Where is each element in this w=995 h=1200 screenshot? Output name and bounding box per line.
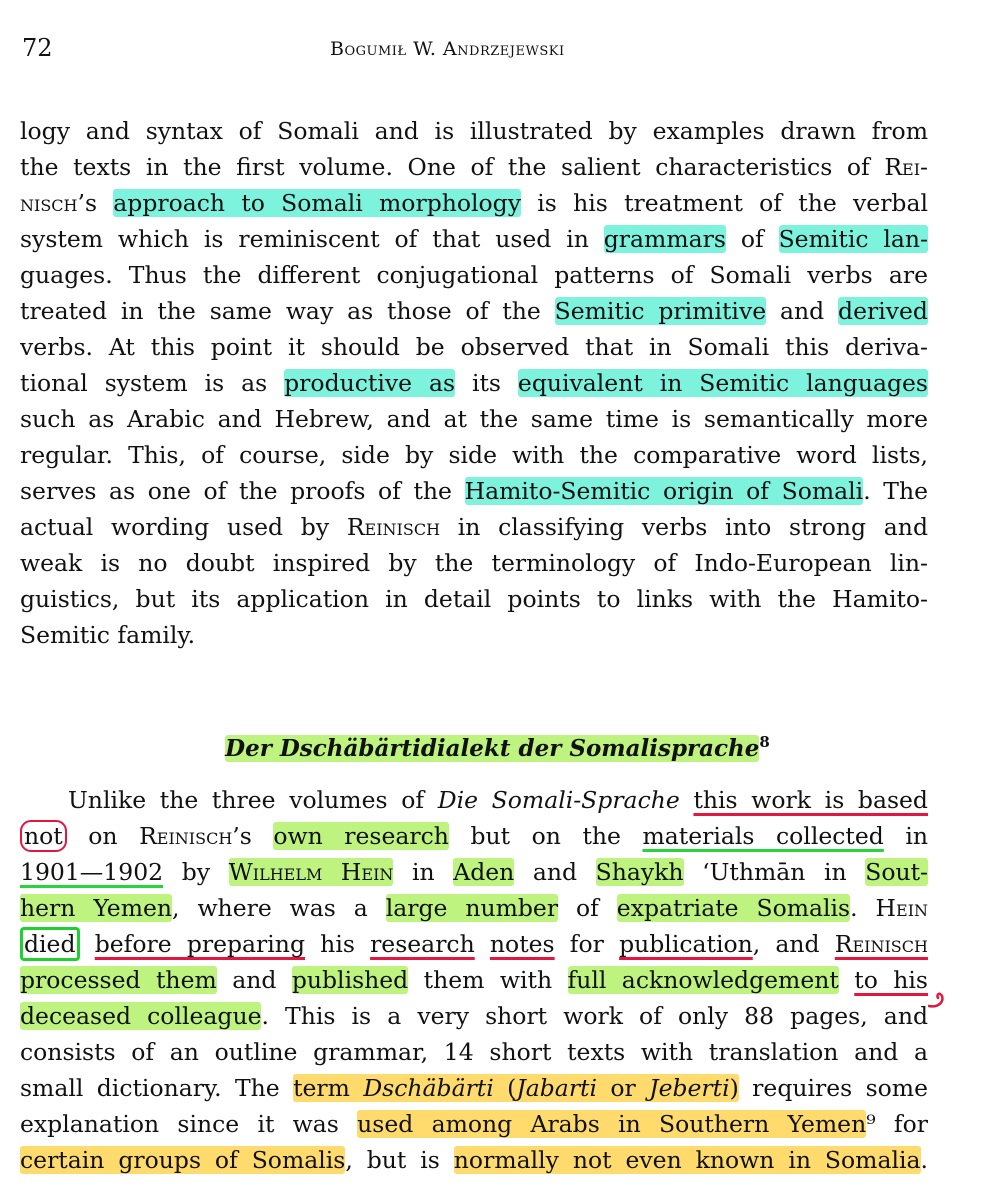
paragraph-2-line: 1901—1902 by Wilhelm Hein in Aden and Shaykh ‘Uthmān in Sout- (20, 858, 928, 886)
paragraph-1-line: actual wording used by Reinisch in classifying verbs into strong and (20, 513, 928, 541)
annotation-mark: to his (854, 966, 928, 994)
annotation-mark: used among Arabs in Southern Yemen (357, 1110, 867, 1138)
annotation-mark: 1901—1902 (20, 858, 164, 886)
annotation-mark: grammars (603, 225, 726, 253)
paragraph-1-line: system which is reminiscent of that used in grammars of Semitic lan- (20, 225, 928, 253)
annotation-mark: Hamito-Semitic origin of Somali (464, 477, 864, 505)
section-heading-text: Der Dschäbärtidialekt der Somalisprache (225, 734, 760, 762)
paragraph-1-line: verbs. At this point it should be observed that in Somali this deriva- (20, 333, 928, 361)
section-heading (0, 722, 995, 762)
paragraph-1-line: logy and syntax of Somali and is illustrated by examples drawn from (20, 117, 928, 145)
annotation-mark: research (370, 930, 475, 958)
annotation-mark: Wilhelm Hein (228, 858, 394, 886)
running-header (0, 34, 995, 74)
annotation-mark: died (20, 927, 80, 961)
paragraph-1-line (20, 185, 928, 221)
annotation-mark: productive as (284, 369, 456, 397)
running-head-author: Bogumił W. Andrzejewski (330, 38, 565, 60)
paragraph-1-line: guages. Thus the different conjugational patterns of Somali verbs are (20, 261, 928, 289)
annotation-mark: before preparing (94, 930, 305, 958)
page-number: 72 (22, 34, 53, 62)
annotation-mark: expatriate Somalis (616, 894, 851, 922)
annotation-mark: processed them (20, 966, 217, 994)
annotation-mark: Shaykh (595, 858, 684, 886)
paragraph-2-line: explanation since it was used among Arabs in Southern Yemen⁹ for (20, 1110, 928, 1138)
annotation-mark: not (20, 820, 67, 852)
paragraph-1-line: regular. This, of course, side by side with the comparative word lists, (20, 441, 928, 469)
annotation-mark: hern Yemen (20, 894, 173, 922)
paragraph-2 (20, 782, 928, 1178)
paragraph-2-line: Unlike the three volumes of Die Somali-Sprache this work is based (68, 786, 928, 814)
red-ink-swash-mark (928, 982, 948, 1012)
annotation-mark: approach to Somali morphology (113, 189, 521, 217)
annotation-mark: Semitic lan- (778, 225, 928, 253)
annotation-mark: Semitic primitive (554, 297, 767, 325)
paragraph-1-line: the texts in the first volume. One of the salient characteristics of Rei- (20, 153, 928, 181)
paragraph-1 (20, 113, 928, 653)
annotation-mark: derived (838, 297, 928, 325)
annotation-mark: large number (385, 894, 559, 922)
paragraph-2-line: processed them and published them with full acknowledgement to his (20, 966, 928, 994)
line-text: nisch’s approach to Somali morphology is his treatment of the verbal (20, 189, 928, 217)
annotation-mark: Aden (453, 858, 515, 886)
paragraph-1-line: treated in the same way as those of the Semitic primitive and derived (20, 297, 928, 325)
annotation-mark: this work is based (693, 786, 928, 814)
paragraph-1-line: serves as one of the proofs of the Hamito-Semitic origin of Somali. The (20, 477, 928, 505)
paragraph-2-line: not on Reinisch’s own research but on the materials collected in (20, 818, 928, 854)
annotation-mark: notes (489, 930, 555, 958)
annotation-mark: certain groups of Somalis (20, 1146, 346, 1174)
annotation-mark: equivalent in Semitic languages (517, 369, 928, 397)
annotation-mark: published (291, 966, 409, 994)
annotation-mark: normally not even known in Somalia (453, 1146, 921, 1174)
paragraph-1-line: guistics, but its application in detail points to links with the Hamito- (20, 585, 928, 613)
annotation-mark: Reinisch (834, 930, 928, 958)
annotation-mark: full acknowledgement (567, 966, 839, 994)
annotation-mark: term Dschäbärti (Jabarti or Jeberti) (293, 1074, 739, 1102)
paragraph-1-line: tional system is as productive as its equivalent in Semitic languages (20, 369, 928, 397)
annotation-mark: publication (619, 930, 753, 958)
paragraph-2-line: deceased colleague. This is a very short work of only 88 pages, and (20, 1002, 928, 1030)
paragraph-2-line: small dictionary. The term Dschäbärti (Jabarti or Jeberti) requires some (20, 1074, 928, 1102)
annotation-mark: materials collected (642, 822, 884, 850)
annotation-mark: Sout- (865, 858, 928, 886)
paragraph-2-line: died before preparing his research notes for publication, and Reinisch (20, 926, 928, 962)
paragraph-2-line: hern Yemen, where was a large number of expatriate Somalis. Hein (20, 894, 928, 922)
footnote-ref: 8 (759, 733, 770, 751)
annotation-mark: deceased colleague (20, 1002, 262, 1030)
paragraph-1-line: Semitic family. (20, 621, 196, 649)
paragraph-1-line: weak is no doubt inspired by the terminology of Indo-European lin- (20, 549, 928, 577)
annotation-mark: own research (273, 822, 449, 850)
paragraph-2-line: consists of an outline grammar, 14 short texts with translation and a (20, 1038, 928, 1066)
paragraph-1-line: such as Arabic and Hebrew, and at the same time is semantically more (20, 405, 928, 433)
paragraph-2-line: certain groups of Somalis, but is normally not even known in Somalia. (20, 1146, 928, 1174)
